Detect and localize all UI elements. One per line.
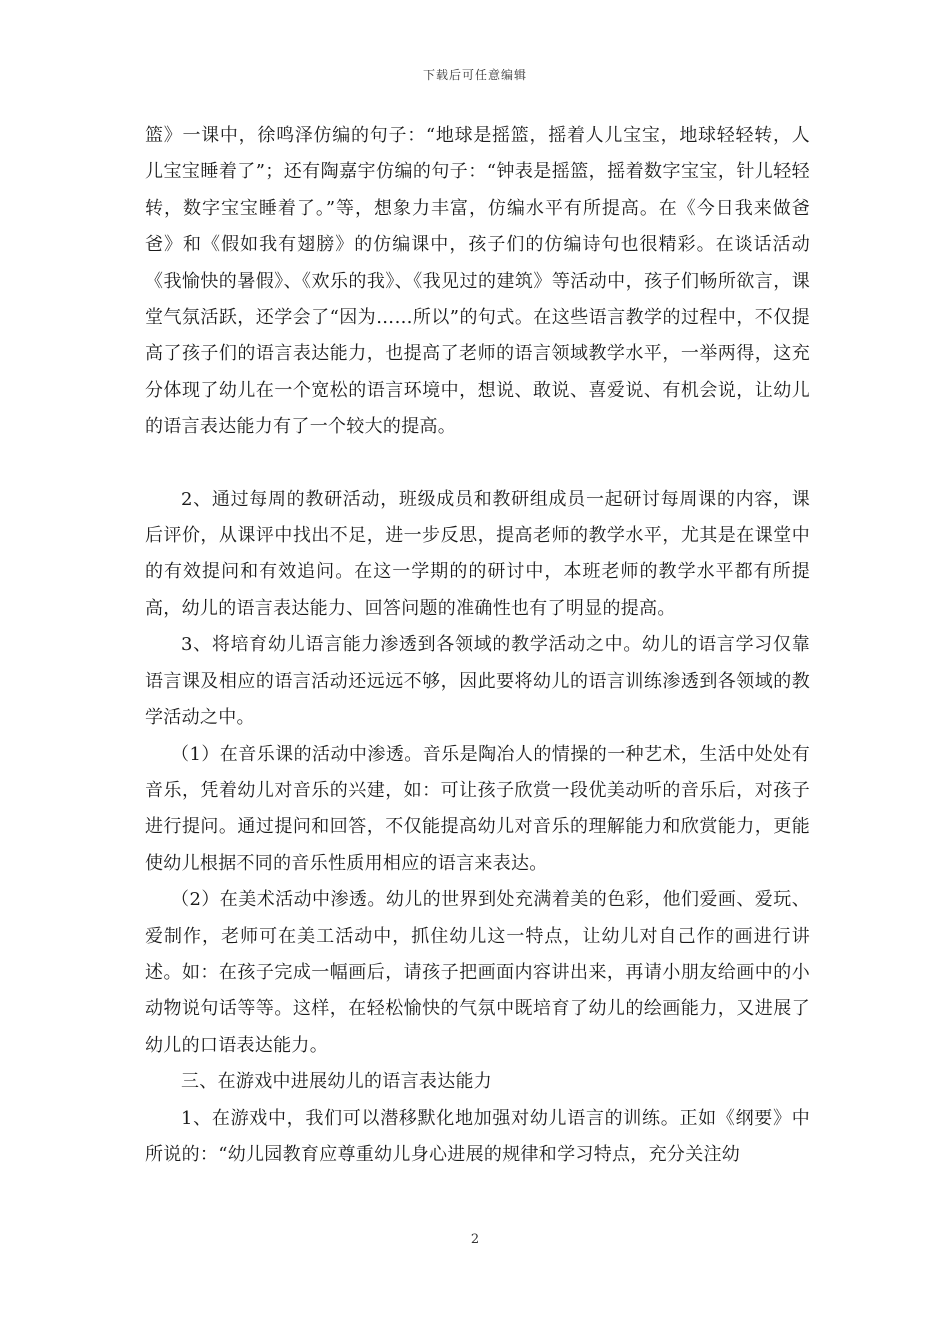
document-body [145,118,810,1173]
paragraph-continuation: 篮》一课中，徐鸣泽仿编的句子：“地球是摇篮，摇着人儿宝宝，地球轻轻转，人儿宝宝睡着了”；还有陶嘉宇仿编的句子：“钟表是摇篮，摇着数字宝宝，针儿轻轻转，数字宝宝睡着了。”等，想象力丰富，仿编水平有所提高。在《今日我来做爸爸》和《假如我有翅膀》的仿编课中，孩子们的仿编诗句也很精彩。在谈话活动《我愉快的暑假》、《欢乐的我》、《我见过的建筑》等活动中，孩子们畅所欲言，课堂气氛活跃，还学会了“因为……所以”的句式。在这些语言教学的过程中，不仅提高了孩子们的语言表达能力，也提高了老师的语言领域教学水平，一举两得，这充分体现了幼儿在一个宽松的语言环境中，想说、敢说、喜爱说、有机会说，让幼儿的语言表达能力有了一个较大的提高。 [145,125,810,438]
page-number: 2 [470,1232,480,1247]
paragraph-item-2: 2、通过每周的教研活动，班级成员和教研组成员一起研讨每周课的内容，课后评价，从课评中找出不足，进一步反思，提高老师的教学水平，尤其是在课堂中的有效提问和有效追问。在这一学期的的研讨中，本班老师的教学水平都有所提高，幼儿的语言表达能力、回答问题的准确性也有了明显的提高。 [145,488,810,619]
paragraph-item-3: 3、将培育幼儿语言能力渗透到各领域的教学活动之中。幼儿的语言学习仅靠语言课及相应的语言活动还远远不够，因此要将幼儿的语言训练渗透到各领域的教学活动之中。 [145,634,810,729]
paragraph-sub-item-1: （1）在音乐课的活动中渗透。音乐是陶冶人的情操的一种艺术，生活中处处有音乐，凭着幼儿对音乐的兴建，如：可让孩子欣赏一段优美动听的音乐后，对孩子进行提问。通过提问和回答，不仅能提高幼儿对音乐的理解能力和欣赏能力，更能使幼儿根据不同的音乐性质用相应的语言来表达。 [145,743,810,874]
page-header: 下载后可任意编辑 [422,68,527,82]
section-heading-3: 三、在游戏中进展幼儿的语言表达能力 [181,1071,493,1093]
paragraph-section-3-item-1: 1、在游戏中，我们可以潜移默化地加强对幼儿语言的训练。正如《纲要》中所说的：“幼儿园教育应尊重幼儿身心进展的规律和学习特点，充分关注幼 [145,1107,810,1165]
paragraph-sub-item-2: （2）在美术活动中渗透。幼儿的世界到处充满着美的色彩，他们爱画、爱玩、爱制作，老师可在美工活动中，抓住幼儿这一特点，让幼儿对自己作的画进行讲述。如：在孩子完成一幅画后，请孩子把画面内容讲出来，再请小朋友给画中的小动物说句话等等。这样，在轻松愉快的气氛中既培育了幼儿的绘画能力，又进展了幼儿的口语表达能力。 [145,889,810,1056]
